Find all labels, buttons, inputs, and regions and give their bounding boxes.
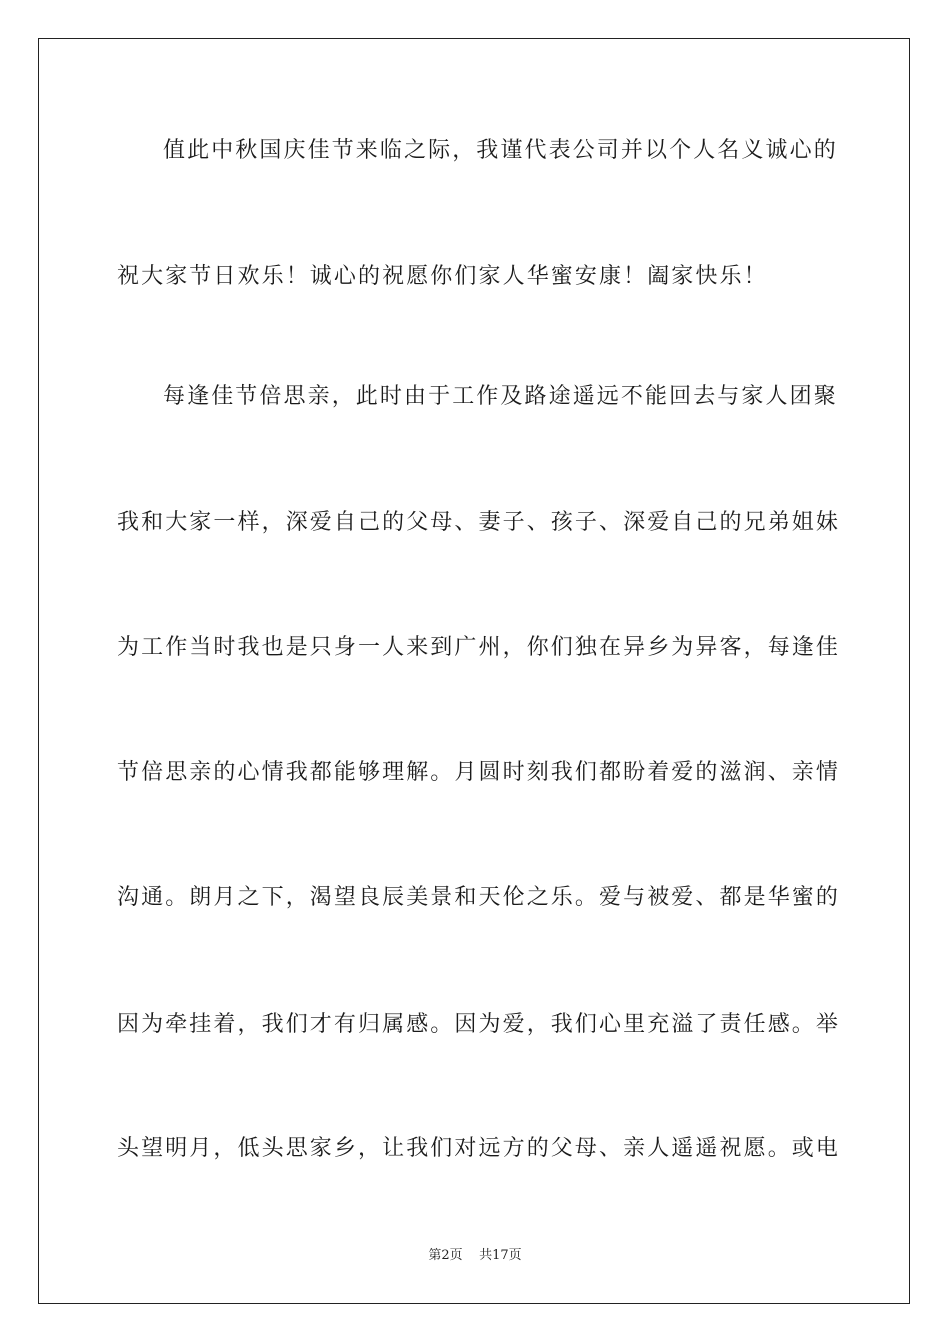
paragraph-1-line-2: 祝大家节日欢乐！诚心的祝愿你们家人华蜜安康！阖家快乐！ (117, 264, 768, 289)
paragraph-2-line-4: 节倍思亲的心情我都能够理解。月圆时刻我们都盼着爱的滋润、亲情 (117, 760, 841, 785)
paragraph-2-line-6: 因为牵挂着，我们才有归属感。因为爱，我们心里充溢了责任感。举 (117, 1012, 841, 1037)
paragraph-2-line-7: 头望明月，低头思家乡，让我们对远方的父母、亲人遥遥祝愿。或电 (117, 1136, 841, 1161)
paragraph-2-line-5: 沟通。朗月之下，渴望良辰美景和天伦之乐。爱与被爱、都是华蜜的 (117, 885, 841, 910)
paragraph-2-line-3: 为工作当时我也是只身一人来到广州，你们独在异乡为异客，每逢佳 (117, 635, 841, 660)
page-border (38, 38, 910, 1304)
paragraph-2-line-1: 每逢佳节倍思亲，此时由于工作及路途遥远不能回去与家人团聚 (163, 384, 838, 409)
page-total: 共17页 (479, 1248, 522, 1263)
page-footer (0, 1247, 950, 1265)
page-number: 第2页 (428, 1248, 463, 1263)
paragraph-1-line-1: 值此中秋国庆佳节来临之际，我谨代表公司并以个人名义诚心的 (163, 138, 838, 163)
paragraph-2-line-2: 我和大家一样，深爱自己的父母、妻子、孩子、深爱自己的兄弟姐妹 (117, 510, 841, 535)
